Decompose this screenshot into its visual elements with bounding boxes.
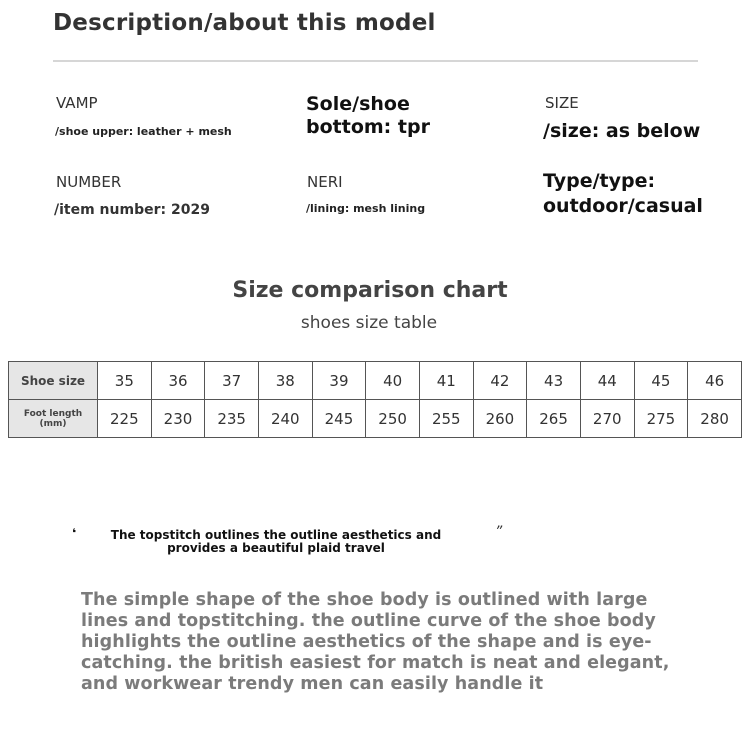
- sole-line1: Sole/shoe: [306, 93, 410, 115]
- table-cell: 36: [151, 362, 205, 400]
- chart-title: Size comparison chart: [232, 278, 508, 303]
- type-line2: outdoor/casual: [543, 195, 703, 217]
- table-cell: 41: [419, 362, 473, 400]
- number-value: /item number: 2029: [54, 202, 210, 218]
- table-row: [9, 362, 742, 400]
- divider: [53, 60, 698, 62]
- table-cell: 44: [580, 362, 634, 400]
- table-cell: 43: [527, 362, 581, 400]
- table-cell: 37: [205, 362, 259, 400]
- table-cell: 280: [688, 400, 742, 438]
- shoe-size-header: Shoe size: [9, 362, 98, 400]
- caption-text: The topstitch outlines the outline aesthetics and provides a beautiful plaid travel: [110, 528, 442, 555]
- vamp-label: VAMP: [56, 94, 98, 112]
- neri-label: NERI: [307, 173, 343, 191]
- chart-subtitle: shoes size table: [300, 313, 438, 333]
- size-label: SIZE: [545, 94, 579, 112]
- foot-length-header: Foot length (mm): [9, 400, 98, 438]
- table-cell: 45: [634, 362, 688, 400]
- size-table: [8, 361, 742, 438]
- page-title: Description/about this model: [53, 10, 436, 36]
- table-cell: 245: [312, 400, 366, 438]
- table-cell: 275: [634, 400, 688, 438]
- neri-value: /lining: mesh lining: [306, 202, 426, 215]
- quote-open-icon: ❛: [72, 526, 77, 540]
- table-cell: 225: [98, 400, 152, 438]
- table-cell: 255: [419, 400, 473, 438]
- table-cell: 240: [258, 400, 312, 438]
- table-cell: 260: [473, 400, 527, 438]
- table-cell: 40: [366, 362, 420, 400]
- sole-line2: bottom: tpr: [306, 116, 430, 138]
- description-paragraph: The simple shape of the shoe body is outlined with large lines and topstitching. the outline curve of the shoe body highlights the outline aesthetics of the shape and is eye-catching. the british easiest for match is neat and elegant, and workwear trendy men can easily handle it: [81, 590, 670, 694]
- table-cell: 35: [98, 362, 152, 400]
- table-cell: 250: [366, 400, 420, 438]
- vamp-value: /shoe upper: leather + mesh: [55, 125, 232, 138]
- table-cell: 270: [580, 400, 634, 438]
- table-cell: 38: [258, 362, 312, 400]
- quote-close-icon: ”: [495, 524, 503, 540]
- table-cell: 46: [688, 362, 742, 400]
- size-value: /size: as below: [543, 120, 701, 142]
- number-label: NUMBER: [56, 173, 122, 191]
- table-cell: 39: [312, 362, 366, 400]
- type-line1: Type/type:: [543, 170, 656, 192]
- table-cell: 235: [205, 400, 259, 438]
- table-row: [9, 400, 742, 438]
- table-cell: 230: [151, 400, 205, 438]
- table-cell: 42: [473, 362, 527, 400]
- table-cell: 265: [527, 400, 581, 438]
